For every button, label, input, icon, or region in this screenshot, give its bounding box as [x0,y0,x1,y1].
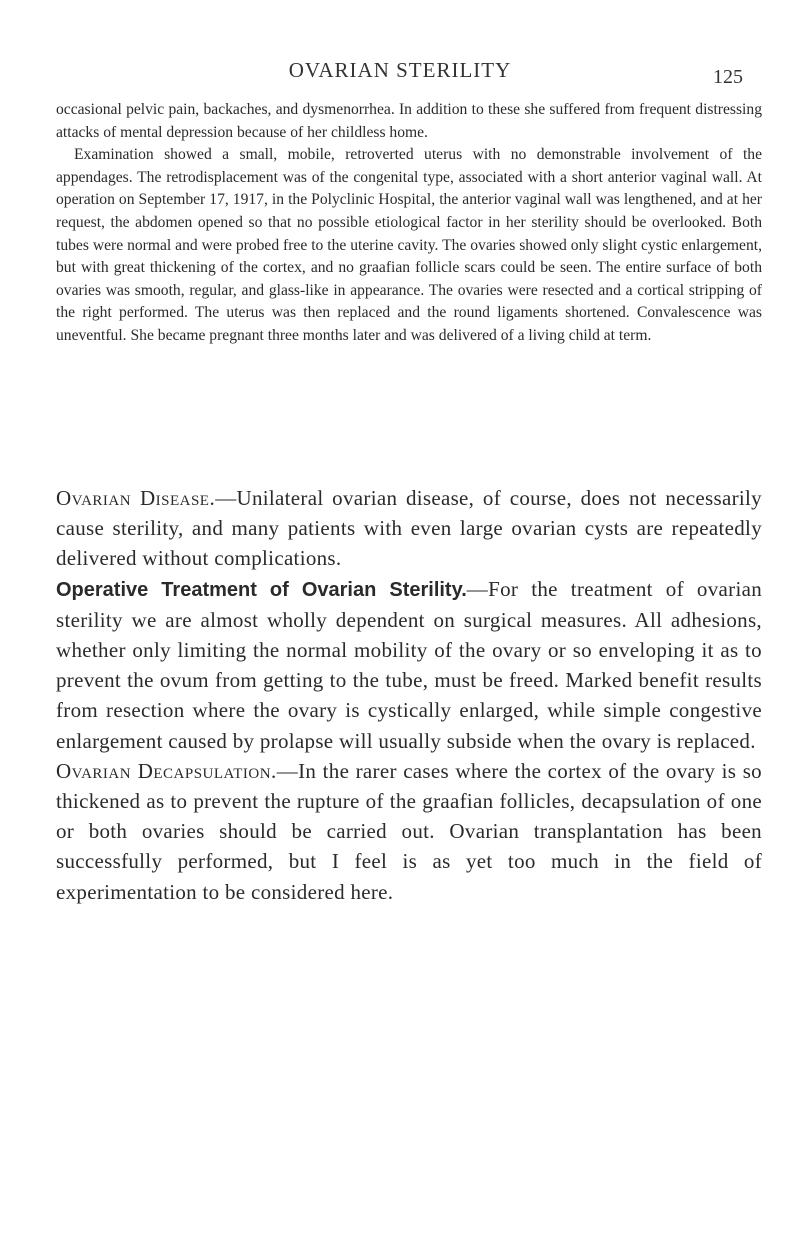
section-text-operative-treatment: —For the treatment of ovarian sterility we are almost wholly dependent on surgical measures. All adhesions, whether only limiting the normal mobility of the ovary or so enveloping it as to prevent the ovum from getting to the tube, must be freed. Marked benefit results from resection where the ovary is cystically enlarged, while simple congestive enlargement caused by prolapse will usually subside when the ovary is replaced. [56,576,762,753]
case-paragraph-examination: Examination showed a small, mobile, retroverted uterus with no demonstrable involvement of the appendages. The retrodisplacement was of the congenital type, associated with a short anterior vaginal wall. At operation on September 17, 1917, in the Polyclinic Hospital, the anterior vaginal wall was lengthened, and at her request, the abdomen opened so that no possible etiological factor in her sterility should be overlooked. Both tubes were normal and were probed free to the uterine cavity. The ovaries showed only slight cystic enlargement, but with great thickening of the cortex, and no graafian follicle scars could be seen. The entire surface of both ovaries was smooth, regular, and glass-like in appearance. The ovaries were resected and a cortical stripping of the right performed. The uterus was then replaced and the round ligaments shortened. Convalescence was uneventful. She became pregnant three months later and was delivered of a living child at term. [56,146,762,344]
running-head [0,58,800,88]
section-heading-ovarian-disease: Ovarian Disease. [56,486,216,510]
section-text-ovarian-decapsulation: —In the rarer cases where the cortex of the ovary is so thickened as to prevent the rupture of the graafian follicles, decapsulation of one or both ovaries should be carried out. Ovarian transplantation has been successfully performed, but I feel is as yet too much in the field of experimentation to be considered here. [56,758,762,904]
section-heading-operative-treatment: Operative Treatment of Ovarian Sterility. [56,578,467,601]
section-operative-treatment [56,574,762,756]
section-text-ovarian-disease: —Unilateral ovarian disease, of course, does not necessarily cause sterility, and many patients with even large ovarian cysts are repeatedly delivered without complications. [56,486,762,571]
case-paragraph-continued: occasional pelvic pain, backaches, and dysmenorrhea. In addition to these she suffered from frequent distressing attacks of mental depression because of her childless home. [56,101,762,141]
section-ovarian-decapsulation [56,756,762,907]
page-title: OVARIAN STERILITY [288,58,512,82]
page-number: 125 [713,66,743,88]
case-report [56,99,762,348]
main-text [56,483,762,907]
section-heading-ovarian-decapsulation: Ovarian Decapsulation. [56,758,277,783]
section-ovarian-disease [56,483,762,574]
